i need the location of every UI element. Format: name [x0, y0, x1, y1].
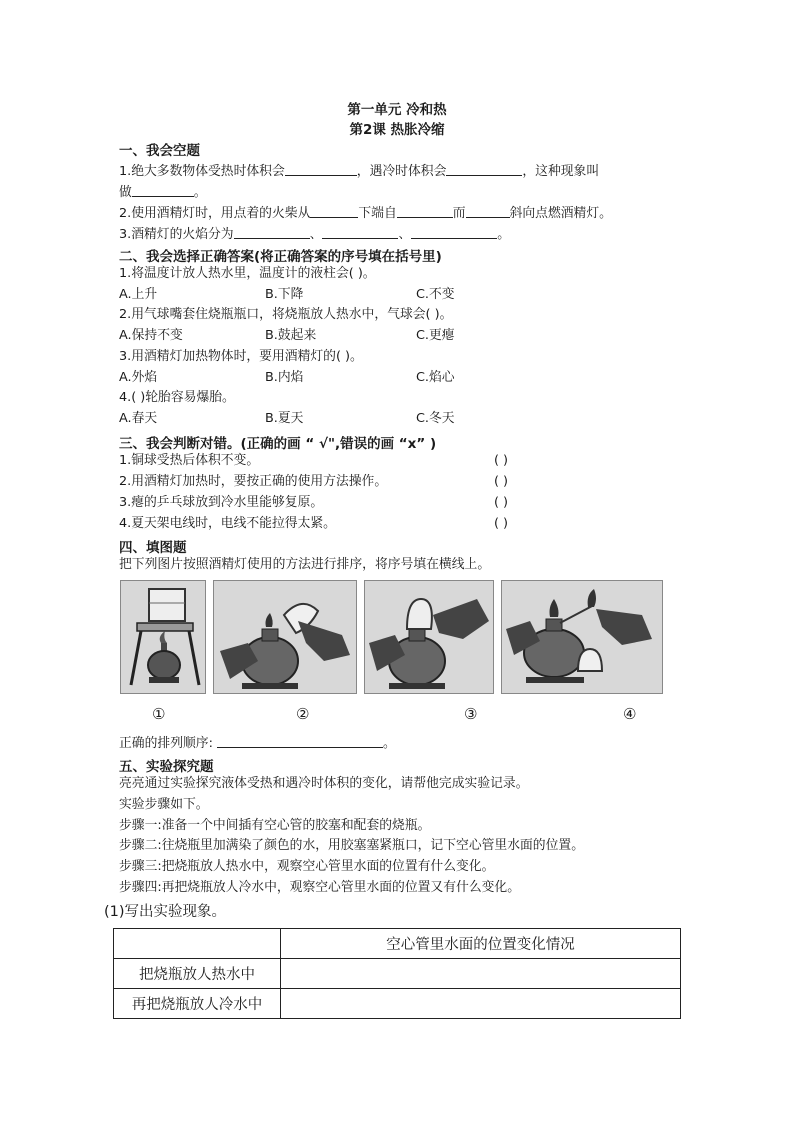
experiment-record-table: [113, 928, 681, 1019]
q2-blank-3[interactable]: [466, 204, 510, 218]
figure-label-4: ④: [623, 705, 637, 723]
q3-blank-3[interactable]: [411, 225, 497, 239]
table-answer-cell[interactable]: [281, 959, 681, 989]
q3-sep-2: 、: [398, 227, 412, 242]
q2-text-c: 而: [452, 206, 466, 221]
q1-text-a: 1.绝大多数物体受热时体积会: [119, 164, 285, 179]
table-row: [114, 959, 681, 989]
figure-label-1: ①: [152, 705, 166, 723]
section2-heading: 二、我会选择正确答案(将正确答案的序号填在括号里): [119, 249, 442, 265]
choice-option-a[interactable]: A.保持不变: [119, 328, 183, 343]
order-answer-end: 。: [382, 736, 396, 751]
section5-heading: 五、实验探究题: [119, 759, 214, 775]
q3-blank-1[interactable]: [234, 225, 310, 239]
order-answer-line: [119, 734, 396, 752]
table-answer-cell[interactable]: [281, 989, 681, 1019]
experiment-step: 步骤四:再把烧瓶放人冷水中，观察空心管里水面的位置又有什么变化。: [119, 880, 521, 895]
cover-cap-icon: [365, 581, 493, 693]
judge-item: 1.铜球受热后体积不变。: [119, 453, 260, 468]
choice-option-b[interactable]: B.下降: [265, 287, 304, 302]
q1-blank-3[interactable]: [132, 183, 194, 197]
figure-3-cap-cover: [364, 580, 494, 694]
section1-heading: 一、我会空题: [119, 143, 200, 159]
sub-question-1: (1)写出实验现象。: [104, 904, 227, 920]
figure-4-light-with-match: [501, 580, 663, 694]
table-row-label: 把烧瓶放人热水中: [114, 959, 281, 989]
table-header-cell: 空心管里水面的位置变化情况: [281, 929, 681, 959]
q2-blank-2[interactable]: [397, 204, 453, 218]
choice-option-b[interactable]: B.鼓起来: [265, 328, 317, 343]
experiment-step: 步骤三:把烧瓶放人热水中，观察空心管里水面的位置有什么变化。: [119, 859, 495, 874]
judge-answer-paren[interactable]: ( ): [494, 495, 509, 510]
q1-blank-1[interactable]: [285, 162, 357, 176]
judge-answer-paren[interactable]: ( ): [494, 516, 509, 531]
choice-option-b[interactable]: B.内焰: [265, 370, 304, 385]
figure-1-lamp-heating-beaker: [120, 580, 206, 694]
experiment-step: 步骤二:往烧瓶里加满染了颜色的水，用胶塞塞紧瓶口，记下空心管里水面的位置。: [119, 838, 584, 853]
section5-intro: 亮亮通过实验探究液体受热和遇冷时体积的变化，请帮他完成实验记录。: [119, 776, 529, 791]
judge-item: 4.夏天架电线时，电线不能拉得太紧。: [119, 516, 336, 531]
q2-line: [119, 204, 612, 222]
table-header-row: [114, 929, 681, 959]
choice-option-a[interactable]: A.外焰: [119, 370, 158, 385]
q3-blank-2[interactable]: [322, 225, 398, 239]
choice-option-c[interactable]: C.焰心: [416, 370, 455, 385]
choice-option-a[interactable]: A.春天: [119, 411, 158, 426]
q2-text-a: 2.使用酒精灯时，用点着的火柴从: [119, 206, 311, 221]
q3-text-end: 。: [497, 227, 510, 242]
q1-blank-2[interactable]: [446, 162, 522, 176]
choice-option-b[interactable]: B.夏天: [265, 411, 304, 426]
judge-item: 2.用酒精灯加热时，要按正确的使用方法操作。: [119, 474, 388, 489]
choice-question: 4.( )轮胎容易爆胎。: [119, 390, 235, 405]
lesson-title: 第2课 热胀冷缩: [349, 122, 445, 138]
judge-answer-paren[interactable]: ( ): [494, 474, 509, 489]
choice-question: 1.将温度计放人热水里，温度计的液柱会( )。: [119, 266, 376, 281]
q1-text-c: ，这种现象叫: [522, 164, 600, 179]
order-answer-blank[interactable]: [217, 734, 383, 748]
choice-option-c[interactable]: C.更瘪: [416, 328, 455, 343]
q3-line: [119, 225, 510, 243]
table-row-label: 再把烧瓶放人冷水中: [114, 989, 281, 1019]
choice-question: 2.用气球嘴套住烧瓶瓶口，将烧瓶放人热水中，气球会( )。: [119, 307, 453, 322]
order-answer-label: 正确的排列顺序:: [119, 736, 213, 751]
lamp-heating-icon: [121, 581, 205, 693]
light-match-icon: [502, 581, 662, 693]
table-header-cell: [114, 929, 281, 959]
figure-2-remove-cap: [213, 580, 357, 694]
steps-label: 实验步骤如下。: [119, 797, 209, 812]
figure-label-2: ②: [296, 705, 310, 723]
q1-line2: [119, 183, 207, 201]
q1-text-d: 做: [119, 185, 132, 200]
section4-instruction: 把下列图片按照酒精灯使用的方法进行排序，将序号填在横线上。: [119, 557, 491, 572]
choice-option-c[interactable]: C.冬天: [416, 411, 455, 426]
experiment-step: 步骤一:准备一个中间插有空心管的胶塞和配套的烧瓶。: [119, 818, 431, 833]
choice-question: 3.用酒精灯加热物体时，要用酒精灯的( )。: [119, 349, 363, 364]
section3-heading: 三、我会判断对错。(正确的画 “ √",错误的画 “x” ): [119, 436, 437, 452]
q3-sep-1: 、: [309, 227, 323, 242]
judge-item: 3.瘪的乒乓球放到冷水里能够复原。: [119, 495, 324, 510]
figure-label-3: ③: [464, 705, 478, 723]
judge-answer-paren[interactable]: ( ): [494, 453, 509, 468]
q1-line1: [119, 162, 599, 180]
q2-blank-1[interactable]: [310, 204, 358, 218]
unit-title: 第一单元 冷和热: [347, 102, 447, 118]
choice-option-c[interactable]: C.不变: [416, 287, 455, 302]
table-row: [114, 989, 681, 1019]
choice-option-a[interactable]: A.上升: [119, 287, 158, 302]
q1-text-e: 。: [193, 185, 207, 200]
remove-cap-icon: [214, 581, 356, 693]
q3-text-a: 3.酒精灯的火焰分为: [119, 227, 234, 242]
q1-text-b: ，遇冷时体积会: [356, 164, 447, 179]
section4-heading: 四、填图题: [119, 540, 187, 556]
q2-text-d: 斜向点燃酒精灯。: [509, 206, 612, 221]
q2-text-b: 下端自: [358, 206, 397, 221]
